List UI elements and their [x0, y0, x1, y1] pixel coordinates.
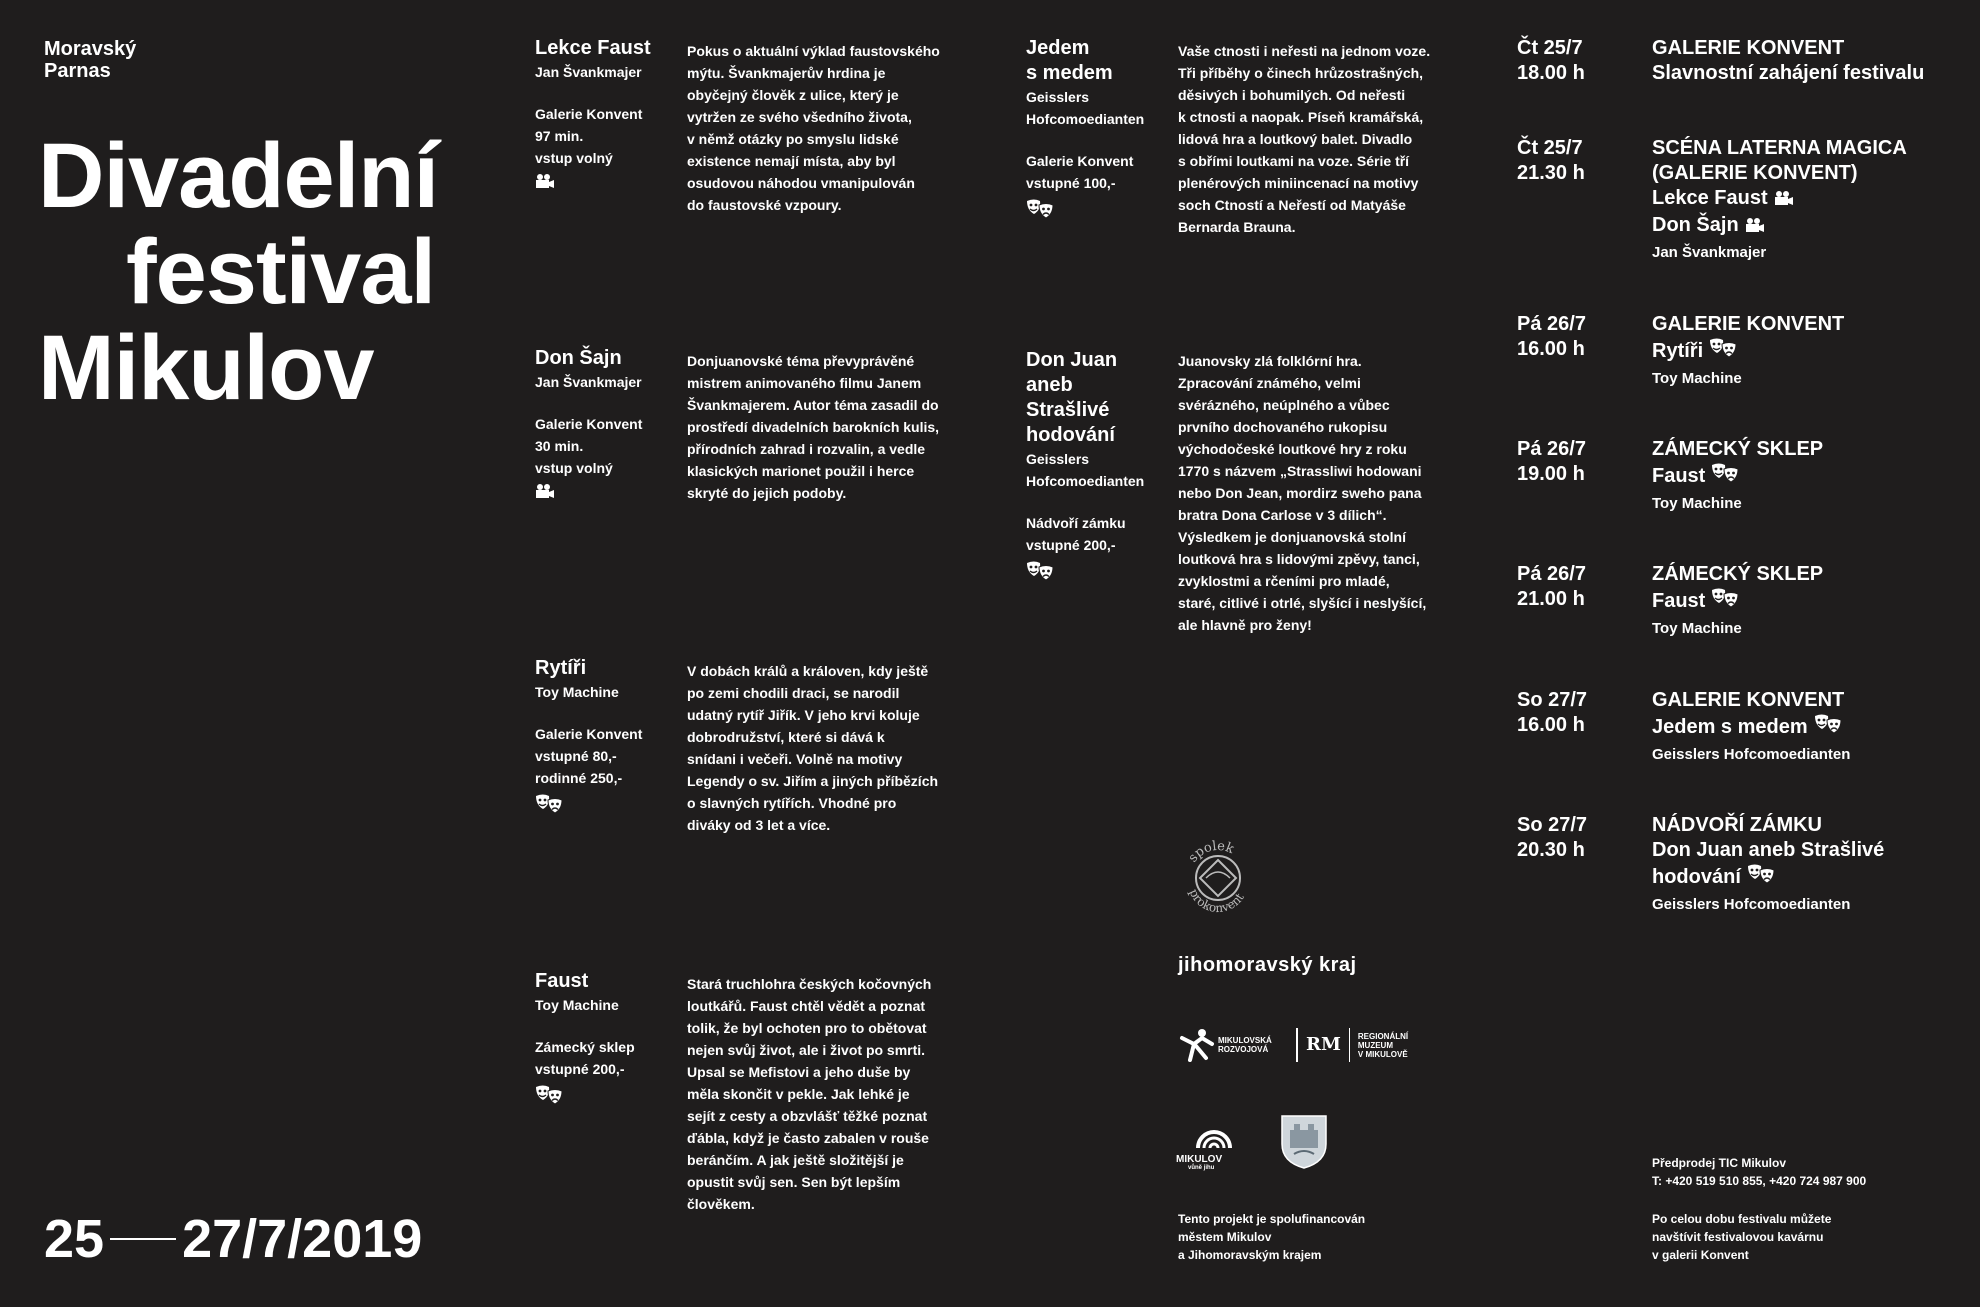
play-meta — [535, 103, 675, 169]
play-meta-line: vstup volný — [535, 150, 613, 166]
play-title: Don Šajn — [535, 347, 622, 369]
description-line: bratra Dona Carlose v 3 dílich“. — [1178, 507, 1387, 523]
schedule-show: Slavnostní zahájení festivalu — [1652, 62, 1925, 84]
description-line: zvyklostmi a rčeními pro mladé, — [1178, 573, 1390, 589]
schedule-show: Lekce Faust — [1652, 187, 1768, 209]
description-line: klasických marionet použil i herce — [687, 463, 915, 479]
description-line: Vaše ctnosti i neřesti na jednom voze. — [1178, 43, 1431, 59]
schedule-datetime — [1517, 136, 1627, 186]
schedule-entry — [1652, 688, 1972, 766]
theatre-masks-icon — [1026, 198, 1054, 225]
description-line: Švankmajerem. Autor téma zasadil do — [687, 397, 939, 413]
schedule-entry — [1652, 312, 1972, 390]
spolek-prokonvent-logo — [1178, 838, 1258, 918]
description-line: ďábla, když je často zabalen v rouše — [687, 1130, 929, 1146]
organizer-line: Moravský — [44, 38, 137, 60]
theatre-masks-icon — [535, 793, 563, 820]
play-author: Geisslers — [1026, 89, 1090, 105]
description-line: ale hlavně pro ženy! — [1178, 617, 1312, 633]
play-meta-line: Nádvoří zámku — [1026, 515, 1126, 531]
schedule-entry — [1652, 813, 1972, 916]
film-camera-icon — [535, 173, 555, 194]
schedule-show: Rytíři — [1652, 340, 1704, 362]
play-author: Geisslers — [1026, 451, 1090, 467]
date-start: 25 — [44, 1209, 105, 1269]
schedule-time: 21.00 h — [1517, 588, 1585, 610]
description-line: tolik, že byl ochoten pro to obětovat — [687, 1020, 927, 1036]
play-meta-line: vstupné 80,- — [535, 748, 617, 764]
play-title: Rytíři — [535, 657, 587, 679]
schedule-time: 19.00 h — [1517, 463, 1585, 485]
jihomoravsky-kraj-logo: jihomoravský kraj — [1178, 954, 1357, 976]
schedule-datetime — [1517, 36, 1627, 86]
play-title: Jedem — [1026, 37, 1090, 59]
play-don-juan-description — [1178, 350, 1448, 636]
schedule-day: Čt 25/7 — [1517, 37, 1583, 59]
description-line: staré, citlivé i otrlé, slyšící i neslyšící, — [1178, 595, 1427, 611]
schedule-show: Don Juan aneb Strašlivé — [1652, 839, 1885, 861]
play-rytiri-info — [535, 656, 675, 820]
description-line: lidová hra a loutkový balet. Divadlo — [1178, 131, 1413, 147]
festival-title-line: Mikulov — [38, 317, 374, 419]
play-author: Toy Machine — [535, 997, 619, 1013]
schedule-company: Jan Švankmajer — [1652, 244, 1767, 261]
play-meta-line: 97 min. — [535, 128, 584, 144]
description-line: člověkem. — [687, 1196, 755, 1212]
description-line: Legendy o sv. Jiřím a jiných příbězích — [687, 773, 939, 789]
description-line: vytržen ze svého všedního života, — [687, 109, 912, 125]
schedule-time: 16.00 h — [1517, 338, 1585, 360]
presale-info — [1652, 1154, 1866, 1190]
schedule-datetime — [1517, 312, 1627, 362]
description-line: k ctnosti a naopak. Píseň kramářská, — [1178, 109, 1424, 125]
play-title: aneb — [1026, 374, 1073, 396]
theatre-masks-icon — [1711, 462, 1739, 491]
schedule-show: Don Šajn — [1652, 214, 1739, 236]
description-line: s obřími loutkami na voze. Série tří — [1178, 153, 1410, 169]
regionalni-muzeum-logo — [1296, 1028, 1408, 1062]
play-jedem-s-medem-info — [1026, 36, 1166, 225]
play-meta — [1026, 150, 1166, 194]
mikulovska-line: ROZVOJOVÁ — [1218, 1045, 1269, 1054]
theatre-masks-icon — [1711, 587, 1739, 616]
schedule-entry — [1652, 437, 1972, 515]
description-line: v němž otázky po smyslu lidské — [687, 131, 899, 147]
schedule-venue: ZÁMECKÝ SKLEP — [1652, 438, 1824, 460]
play-rytiri-description — [687, 660, 957, 836]
play-author: Jan Švankmajer — [535, 64, 642, 80]
description-line: obyčejný člověk z ulice, který je — [687, 87, 899, 103]
schedule-venue: NÁDVOŘÍ ZÁMKU — [1652, 814, 1822, 836]
play-meta-line: vstupné 100,- — [1026, 175, 1116, 191]
play-don-sajn-description — [687, 350, 957, 504]
description-line: mistrem animovaného filmu Janem — [687, 375, 922, 391]
description-line: prostředí divadelních barokních kulis, — [687, 419, 940, 435]
prokonvent-text: prokonvent — [1186, 886, 1247, 916]
description-line: Zpracování známého, velmi — [1178, 375, 1361, 391]
schedule-show: Faust — [1652, 590, 1706, 612]
play-meta — [535, 723, 675, 789]
schedule-company: Toy Machine — [1652, 620, 1742, 637]
description-line: opustit svůj sen. Sen být lepším — [687, 1174, 901, 1190]
schedule-venue: ZÁMECKÝ SKLEP — [1652, 563, 1824, 585]
description-line: děsivých i bohumilých. Od neřesti — [1178, 87, 1406, 103]
play-title: Lekce Faust — [535, 37, 651, 59]
date-dash — [110, 1238, 176, 1240]
play-meta — [535, 1036, 675, 1080]
play-title: Strašlivé — [1026, 399, 1110, 421]
schedule-time: 20.30 h — [1517, 839, 1585, 861]
description-line: o slavných rytířích. Vhodné pro — [687, 795, 897, 811]
festival-title — [38, 125, 439, 419]
description-line: soch Ctností a Neřestí od Matyáše — [1178, 197, 1406, 213]
play-meta-line: Galerie Konvent — [535, 106, 643, 122]
cafe-note — [1652, 1210, 1831, 1264]
film-camera-icon — [1745, 215, 1765, 240]
schedule-time: 21.30 h — [1517, 162, 1585, 184]
schedule-entry — [1652, 36, 1972, 86]
schedule-datetime — [1517, 437, 1627, 487]
description-line: beránčím. A jak ještě složitější je — [687, 1152, 904, 1168]
date-end: 27/7/2019 — [182, 1209, 423, 1269]
schedule-company: Geisslers Hofcomoedianten — [1652, 746, 1851, 763]
play-don-juan-info — [1026, 348, 1166, 587]
play-jedem-s-medem-description — [1178, 40, 1448, 238]
play-title: s medem — [1026, 62, 1113, 84]
schedule-datetime — [1517, 688, 1627, 738]
description-line: přírodních zahrad i rozvalin, a vedle — [687, 441, 926, 457]
play-author: Hofcomoedianten — [1026, 473, 1145, 489]
muzeum-line: MUZEUM — [1357, 1040, 1393, 1050]
description-line: osudovou náhodou vmanipulován — [687, 175, 915, 191]
schedule-company: Geisslers Hofcomoedianten — [1652, 896, 1851, 913]
schedule-day: So 27/7 — [1517, 689, 1588, 711]
play-meta-line: Galerie Konvent — [1026, 153, 1134, 169]
muzeum-divider — [1349, 1028, 1350, 1062]
play-meta — [1026, 512, 1166, 556]
description-line: nejen svůj život, ale i život po smrti. — [687, 1042, 926, 1058]
play-title: Faust — [535, 970, 589, 992]
muzeum-divider — [1296, 1028, 1298, 1062]
schedule-day: Pá 26/7 — [1517, 563, 1586, 585]
theatre-masks-icon — [1814, 713, 1842, 742]
schedule-datetime — [1517, 813, 1627, 863]
play-lekce-faust-description — [687, 40, 957, 216]
play-meta-line: rodinné 250,- — [535, 770, 623, 786]
play-lekce-faust-info — [535, 36, 675, 194]
mikulov-arc-icon — [1176, 1116, 1236, 1150]
description-line: loutkářů. Faust chtěl vědět a poznat — [687, 998, 926, 1014]
schedule-time: 18.00 h — [1517, 62, 1585, 84]
schedule-company: Toy Machine — [1652, 495, 1742, 512]
mikulov-vune-jihu-logo — [1176, 1116, 1236, 1173]
muzeum-line: V MIKULOVĚ — [1357, 1049, 1408, 1059]
cofinance-line: a Jihomoravským krajem — [1178, 1248, 1322, 1262]
description-line: svérázného, neúplného a vůbec — [1178, 397, 1390, 413]
theatre-masks-icon — [535, 1084, 563, 1111]
organizer-line: Parnas — [44, 60, 111, 82]
description-line: Bernarda Brauna. — [1178, 219, 1296, 235]
mikulov-tagline: vůně jihu — [1188, 1165, 1215, 1171]
description-line: východočeské loutkové hry z roku — [1178, 441, 1407, 457]
description-line: měla skončit v pekle. Jak lehké je — [687, 1086, 910, 1102]
cafe-line: v galerii Konvent — [1652, 1248, 1749, 1262]
play-meta-line: vstup volný — [535, 460, 613, 476]
description-line: plenérových miniincenací na motivy — [1178, 175, 1419, 191]
cafe-line: navštívit festivalovou kavárnu — [1652, 1230, 1824, 1244]
play-meta-line: vstupné 200,- — [1026, 537, 1116, 553]
festival-dates — [44, 1208, 422, 1270]
festival-title-line: Divadelní — [38, 125, 439, 227]
description-line: mýtu. Švankmajerův hrdina je — [687, 65, 886, 81]
schedule-day: Pá 26/7 — [1517, 313, 1586, 335]
schedule-day: Čt 25/7 — [1517, 137, 1583, 159]
theatre-masks-icon — [1747, 863, 1775, 892]
spolek-text: spolek — [1185, 838, 1237, 866]
schedule-datetime — [1517, 562, 1627, 612]
description-line: diváky od 3 let a více. — [687, 817, 831, 833]
description-line: udatný rytíř Jiřík. V jeho krvi koluje — [687, 707, 920, 723]
mikulovska-rozvojova-logo — [1178, 1028, 1272, 1062]
description-line: V dobách králů a královen, kdy ještě — [687, 663, 929, 679]
schedule-company: Toy Machine — [1652, 370, 1742, 387]
mikulovska-line: MIKULOVSKÁ — [1218, 1036, 1272, 1045]
film-camera-icon — [1774, 188, 1794, 213]
play-author: Jan Švankmajer — [535, 374, 642, 390]
description-line: nebo Don Jean, mordirz sweho pana — [1178, 485, 1422, 501]
muzeum-line: REGIONÁLNÍ — [1357, 1031, 1409, 1041]
schedule-venue: (GALERIE KONVENT) — [1652, 162, 1858, 184]
description-line: Pokus o aktuální výklad faustovského — [687, 43, 940, 59]
schedule-day: Pá 26/7 — [1517, 438, 1586, 460]
schedule-venue: GALERIE KONVENT — [1652, 689, 1845, 711]
play-title: Don Juan — [1026, 349, 1118, 371]
theatre-masks-icon — [1026, 560, 1054, 587]
schedule-show: Faust — [1652, 465, 1706, 487]
schedule-venue: SCÉNA LATERNA MAGICA — [1652, 137, 1907, 159]
description-line: Upsal se Mefistovi a jeho duše by — [687, 1064, 911, 1080]
description-line: loutková hra s lidovými zpěvy, tanci, — [1178, 551, 1420, 567]
play-author: Hofcomoedianten — [1026, 111, 1145, 127]
description-line: 1770 s názvem „Strassliwi hodowani — [1178, 463, 1422, 479]
schedule-entry — [1652, 562, 1972, 640]
description-line: Stará truchlohra českých kočovných — [687, 976, 932, 992]
schedule-entry — [1652, 136, 1972, 264]
cofinance-line: Tento projekt je spolufinancován — [1178, 1212, 1366, 1226]
description-line: snídani i večeři. Volně na motivy — [687, 751, 903, 767]
description-line: Juanovsky zlá folklórní hra. — [1178, 353, 1362, 369]
play-author: Toy Machine — [535, 684, 619, 700]
description-line: prvního dochovaného rukopisu — [1178, 419, 1388, 435]
description-line: po zemi chodili draci, se narodil — [687, 685, 900, 701]
festival-title-line: festival — [126, 221, 436, 323]
film-camera-icon — [535, 483, 555, 504]
description-line: Výsledkem je donjuanovská stolní — [1178, 529, 1406, 545]
muzeum-mark: RM — [1306, 1034, 1341, 1055]
schedule-venue: GALERIE KONVENT — [1652, 37, 1845, 59]
schedule-time: 16.00 h — [1517, 714, 1585, 736]
schedule-show: hodování — [1652, 866, 1741, 888]
theatre-masks-icon — [1709, 337, 1737, 366]
play-title: hodování — [1026, 424, 1115, 446]
play-meta-line: 30 min. — [535, 438, 584, 454]
svg-text:spolek — [1186, 839, 1236, 866]
description-line: existence nemají místa, aby byl — [687, 153, 896, 169]
play-don-sajn-info — [535, 346, 675, 504]
play-faust-info — [535, 969, 675, 1111]
play-faust-description — [687, 973, 957, 1215]
presale-phone: T: +420 519 510 855, +420 724 987 900 — [1652, 1174, 1867, 1188]
schedule-venue: GALERIE KONVENT — [1652, 313, 1845, 335]
cofinance-note — [1178, 1210, 1365, 1264]
cafe-line: Po celou dobu festivalu můžete — [1652, 1212, 1832, 1226]
organizer — [44, 38, 136, 82]
description-line: skryté do jejich podoby. — [687, 485, 847, 501]
description-line: Tři příběhy o činech hrůzostrašných, — [1178, 65, 1424, 81]
description-line: do faustovské vzpoury. — [687, 197, 842, 213]
play-meta — [535, 413, 675, 479]
cofinance-line: městem Mikulov — [1178, 1230, 1272, 1244]
play-meta-line: vstupné 200,- — [535, 1061, 625, 1077]
presale-line: Předprodej TIC Mikulov — [1652, 1156, 1787, 1170]
play-meta-line: Galerie Konvent — [535, 726, 643, 742]
description-line: sejít z cesty a obzvlášť těžké poznat — [687, 1108, 928, 1124]
play-meta-line: Galerie Konvent — [535, 416, 643, 432]
description-line: dobrodružství, které si dává k — [687, 729, 885, 745]
description-line: Donjuanovské téma převyprávěné — [687, 353, 915, 369]
play-meta-line: Zámecký sklep — [535, 1039, 635, 1055]
mikulov-name: MIKULOV — [1176, 1154, 1223, 1165]
schedule-show: Jedem s medem — [1652, 716, 1808, 738]
schedule-day: So 27/7 — [1517, 814, 1588, 836]
running-figure-icon — [1178, 1028, 1216, 1062]
mikulov-coat-of-arms-icon — [1280, 1114, 1328, 1170]
